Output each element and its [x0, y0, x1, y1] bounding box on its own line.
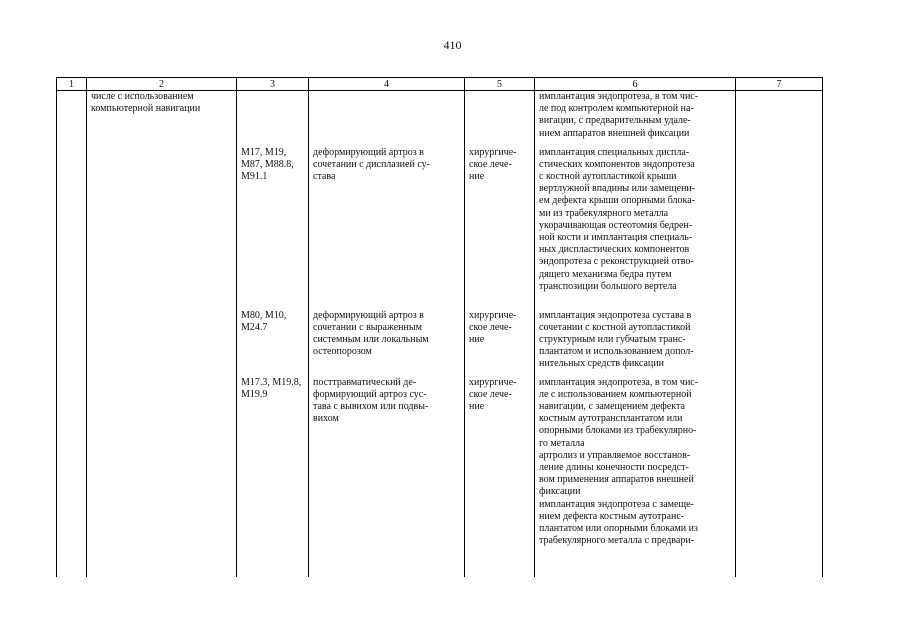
column-header-1: 1	[57, 78, 87, 91]
cell-diagnosis-group: числе с использованием компьютерной навигации	[87, 91, 237, 147]
cell-treatment-type: хирургиче- ское лече- ние	[465, 377, 535, 577]
cell-number	[57, 377, 87, 577]
cell-treatment-method: имплантация эндопротеза, в том чис- ле под контролем компьютерной на- вигации, с предварительным удале- нием аппаратов внешней фиксации	[535, 91, 736, 147]
cell-norm	[736, 91, 823, 147]
cell-number	[57, 310, 87, 377]
column-header-5: 5	[465, 78, 535, 91]
cell-treatment-method: имплантация эндопротеза, в том чис- ле с использованием компьютерной навигации, с замещением дефекта костным аутотрансплантатом или опорными блоками из трабекулярно- го металла артролиз и управляемое восстанов- ление длины конечности посредст- вом применения аппаратов внешней фиксации имплантация эндопротеза с замеще- нием дефекта костным аутотранс- плантатом или опорными блоками из трабекулярного металла с предвари-	[535, 377, 736, 577]
cell-icd-codes: M80, M10, M24.7	[237, 310, 309, 377]
page-number: 410	[443, 38, 462, 52]
table-row	[57, 377, 823, 577]
cell-treatment-method: имплантация эндопротеза сустава в сочетании с костной аутопластикой структурным или губчатым транс- плантатом и использованием допол- нительных средств фиксации	[535, 310, 736, 377]
column-header-6: 6	[535, 78, 736, 91]
cell-norm	[736, 147, 823, 310]
table-row	[57, 310, 823, 377]
table-row	[57, 147, 823, 310]
column-header-7: 7	[736, 78, 823, 91]
cell-icd-codes	[237, 91, 309, 147]
cell-diagnosis-group	[87, 310, 237, 377]
cell-diagnosis-group	[87, 377, 237, 577]
table-row	[57, 91, 823, 147]
cell-treatment-type	[465, 91, 535, 147]
table-header-row	[57, 78, 823, 91]
medical-procedures-table	[56, 77, 823, 577]
column-header-2: 2	[87, 78, 237, 91]
cell-icd-codes: M17, M19, M87, M88.8, M91.1	[237, 147, 309, 310]
cell-patient-model: деформирующий артроз в сочетании с дисплазией су- става	[309, 147, 465, 310]
cell-patient-model: деформирующий артроз в сочетании с выраженным системным или локальным остеопорозом	[309, 310, 465, 377]
column-header-3: 3	[237, 78, 309, 91]
cell-norm	[736, 377, 823, 577]
cell-treatment-type: хирургиче- ское лече- ние	[465, 147, 535, 310]
cell-number	[57, 147, 87, 310]
column-header-4: 4	[309, 78, 465, 91]
cell-treatment-type: хирургиче- ское лече- ние	[465, 310, 535, 377]
cell-patient-model: посттравматический де- формирующий артроз сус- тава с вывихом или подвы- вихом	[309, 377, 465, 577]
cell-number	[57, 91, 87, 147]
cell-norm	[736, 310, 823, 377]
cell-icd-codes: M17.3, M19.8, M19.9	[237, 377, 309, 577]
cell-treatment-method: имплантация специальных диспла- стических компонентов эндопротеза с костной аутопластикой крыши вертлужной впадины или замещени- ем дефекта крыши опорными блока- ми из трабекулярного металла укорачивающая остеотомия бедрен- ной кости и имплантация специаль- ных диспластических компонентов эндопротеза с реконструкцией отво- дящего механизма бедра путем транспозиции большого вертела	[535, 147, 736, 310]
cell-diagnosis-group	[87, 147, 237, 310]
cell-patient-model	[309, 91, 465, 147]
